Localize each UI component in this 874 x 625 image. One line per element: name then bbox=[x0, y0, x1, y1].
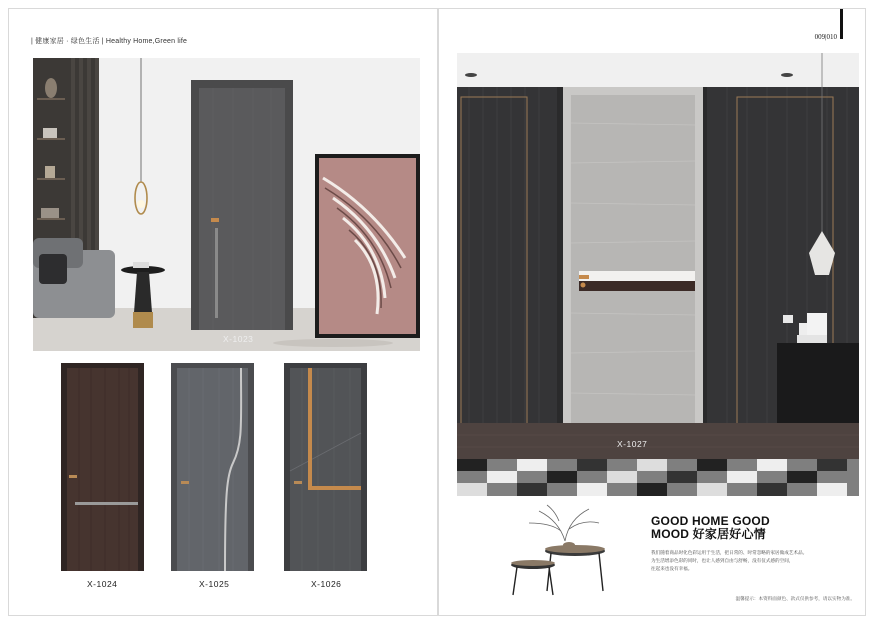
body-paragraph bbox=[651, 549, 861, 573]
interior-photo-x1027 bbox=[457, 53, 859, 496]
right-page bbox=[438, 8, 866, 616]
body-line: 我们随着商品时化色彩运用于生活，把日常的、时常忽略的家居做成艺术品。 bbox=[651, 550, 808, 555]
footnote: 温馨提示：本资料面颜色、款式仅供参考，请以实物为准。 bbox=[735, 596, 855, 601]
headline-line2: MOOD 好家居好心情 bbox=[651, 527, 766, 541]
door-caption-x1026: X-1026 bbox=[311, 579, 342, 589]
page-number: 009|010 bbox=[814, 33, 837, 41]
coffee-table-drawing bbox=[499, 501, 611, 597]
interior-scene-x1023 bbox=[33, 58, 420, 351]
page-number-bar bbox=[840, 9, 843, 39]
body-line: 往起来也没有幸福。 bbox=[651, 566, 693, 571]
interior-photo-x1023 bbox=[33, 58, 420, 351]
coffee-table-photo bbox=[499, 501, 611, 597]
door-caption-x1024: X-1024 bbox=[87, 579, 118, 589]
door-x1026 bbox=[284, 363, 367, 571]
interior-caption: X-1023 bbox=[223, 334, 254, 344]
headline bbox=[651, 515, 770, 541]
interior-scene-x1027 bbox=[457, 53, 859, 496]
headline-line1: GOOD HOME GOOD bbox=[651, 514, 770, 528]
door-caption-x1025: X-1025 bbox=[199, 579, 230, 589]
body-line: 为生活增添色彩的同时，也让人感到自由与舒畅，没有仪式感的空间， bbox=[651, 558, 794, 563]
door-x1024-drawing bbox=[61, 363, 144, 571]
door-x1026-drawing bbox=[284, 363, 367, 571]
left-page bbox=[8, 8, 438, 616]
door-x1024 bbox=[61, 363, 144, 571]
door-x1025-drawing bbox=[171, 363, 254, 571]
interior-caption-x1027: X-1027 bbox=[617, 439, 648, 449]
page-header: | 健康家居 · 绿色生活 | Healthy Home,Green life bbox=[31, 38, 188, 45]
door-x1025 bbox=[171, 363, 254, 571]
